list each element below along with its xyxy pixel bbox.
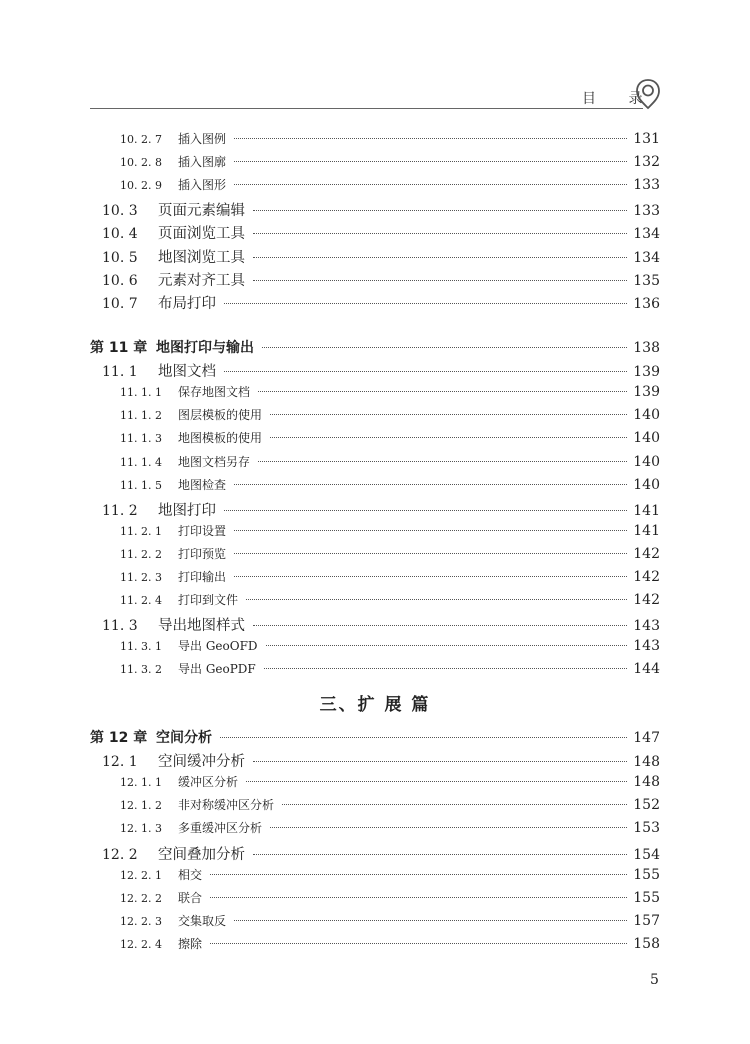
dot-leader [224, 303, 627, 304]
toc-entry-number: 11. 3 [102, 618, 138, 635]
toc-entry-page: 140 [633, 476, 660, 493]
toc-entry [90, 819, 660, 841]
toc-entry [90, 476, 660, 498]
toc-entry-number: 11. 2. 3 [120, 571, 162, 584]
toc-entry-title: 地图检查 [178, 477, 227, 492]
toc-entry-page: 155 [633, 866, 660, 883]
toc-entry-number: 11. 2 [102, 502, 138, 519]
toc-entry-page: 134 [633, 226, 660, 243]
toc-entry-number: 11. 1. 4 [120, 455, 162, 469]
map-pin-icon [634, 78, 662, 110]
toc-entry-number: 第 11 章 [90, 340, 148, 356]
toc-entry-title: 导出 GeoOFD [178, 639, 258, 654]
toc-entry-title: 保存地图文档 [178, 385, 251, 400]
dot-leader [270, 827, 627, 828]
toc-entry-title: 联合 [178, 890, 203, 905]
toc-entry-title: 插入图例 [178, 132, 227, 146]
toc-entry [90, 750, 660, 772]
toc-entry-page: 158 [633, 935, 660, 952]
toc-entry-title: 相交 [178, 867, 203, 882]
dot-leader [270, 414, 627, 415]
toc-entry-title: 图层模板的使用 [178, 408, 263, 423]
toc-entry-number: 12. 1. 2 [120, 799, 162, 813]
toc-entry [90, 429, 660, 451]
toc-entry-title: 插入图廓 [178, 155, 227, 170]
toc-entry [90, 568, 660, 590]
toc-entry-number: 11. 1. 5 [120, 478, 162, 492]
dot-leader [234, 184, 627, 185]
toc-entry [90, 246, 660, 268]
toc-entry-page: 140 [633, 430, 660, 447]
toc-entry-page: 153 [633, 820, 660, 837]
dot-leader [270, 437, 627, 438]
dot-leader [234, 138, 627, 139]
toc-entry [90, 889, 660, 911]
dot-leader [253, 761, 627, 762]
toc-entry [90, 591, 660, 613]
toc-entry-title: 空间叠加分析 [158, 846, 245, 863]
dot-leader [210, 874, 627, 875]
toc-entry [90, 912, 660, 934]
toc-entry-title: 地图文档另存 [178, 454, 251, 469]
toc-entry [90, 222, 660, 244]
toc-entry-number: 11. 1. 2 [120, 409, 162, 423]
dot-leader [234, 553, 627, 554]
dot-leader [264, 668, 628, 669]
toc-entry [90, 199, 660, 221]
toc-entry-page: 141 [633, 502, 660, 519]
toc-entry-title: 空间分析 [156, 730, 212, 746]
dot-leader [234, 161, 627, 162]
toc-entry-page: 140 [633, 407, 660, 424]
toc-entry [90, 383, 660, 405]
toc-entry [90, 130, 660, 152]
toc-entry [90, 499, 660, 521]
toc-entry-page: 154 [633, 846, 660, 863]
toc-entry [90, 773, 660, 795]
toc-entry-number: 10. 3 [102, 203, 138, 220]
dot-leader [246, 599, 627, 600]
toc-entry [90, 614, 660, 636]
dot-leader [234, 920, 627, 921]
part-heading: 三、扩 展 篇 [319, 695, 431, 715]
toc-entry-number: 12. 2. 2 [120, 891, 162, 905]
toc-entry [90, 660, 660, 682]
toc-entry-page: 142 [633, 545, 660, 562]
toc-entry-page: 157 [633, 912, 660, 929]
toc-entry-title: 擦除 [178, 936, 203, 951]
dot-leader [234, 576, 627, 577]
toc-entry-title: 打印设置 [178, 523, 227, 538]
dot-leader [253, 257, 627, 258]
toc-entry-number: 第 12 章 [90, 730, 148, 746]
toc-entry-page: 132 [633, 154, 660, 171]
dot-leader [234, 530, 627, 531]
toc-entry-number: 10. 2. 8 [120, 156, 162, 170]
toc-entry-title: 打印到文件 [178, 593, 239, 608]
toc-entry-title: 页面浏览工具 [158, 226, 245, 243]
toc-entry [90, 406, 660, 428]
toc-entry-page: 142 [633, 569, 660, 585]
toc-entry-page: 133 [633, 177, 660, 194]
toc-entry-title: 插入图形 [178, 178, 227, 193]
toc-entry-page: 140 [633, 453, 660, 470]
page-number: 5 [650, 972, 659, 988]
toc-entry-page: 141 [633, 522, 660, 539]
dot-leader [282, 804, 627, 805]
toc-entry-number: 11. 2. 2 [120, 547, 162, 561]
toc-entry-page: 148 [633, 774, 660, 791]
toc-entry-page: 139 [633, 384, 660, 401]
toc-entry-number: 11. 1. 1 [120, 386, 162, 400]
toc-entry-number: 12. 2. 1 [120, 868, 162, 882]
dot-leader [258, 391, 627, 392]
dot-leader [253, 625, 627, 626]
toc-entry-number: 12. 2. 3 [120, 914, 162, 928]
toc-entry-page: 136 [633, 295, 660, 312]
dot-leader [253, 280, 627, 281]
toc-entry [90, 545, 660, 567]
toc-entry-title: 导出地图样式 [158, 618, 245, 635]
toc-entry [90, 360, 660, 382]
toc-entry-title: 多重缓冲区分析 [178, 821, 263, 836]
dot-leader [210, 943, 627, 944]
toc-entry-title: 打印预览 [178, 546, 227, 561]
toc-entry [90, 522, 660, 544]
dot-leader [210, 897, 627, 898]
toc-entry-page: 143 [633, 638, 660, 655]
toc-entry [90, 269, 660, 291]
toc-entry [90, 153, 660, 175]
toc-entry-title: 空间缓冲分析 [158, 754, 245, 771]
toc-entry [90, 292, 660, 314]
toc-entry-page: 155 [633, 889, 660, 906]
toc-entry-title: 地图浏览工具 [158, 249, 245, 266]
toc-entry [90, 637, 660, 659]
toc-entry-number: 12. 2. 4 [120, 937, 162, 951]
toc-entry-page: 144 [633, 661, 660, 678]
toc-entry-number: 11. 2. 1 [120, 524, 162, 538]
toc-entry-title: 导出 GeoPDF [178, 662, 256, 677]
toc-entry-number: 10. 4 [102, 226, 138, 243]
toc-entry-page: 134 [633, 249, 660, 266]
toc-entry-page: 138 [633, 340, 660, 356]
toc-entry [90, 843, 660, 865]
toc-entry-number: 11. 1 [102, 364, 138, 381]
dot-leader [220, 737, 627, 738]
toc-entry-number: 12. 1. 1 [120, 776, 162, 790]
toc-entry-page: 142 [633, 592, 660, 609]
toc-entry-title: 缓冲区分析 [178, 775, 239, 790]
toc-entry-title: 地图打印 [158, 502, 216, 519]
toc-entry-page: 143 [633, 618, 660, 635]
toc-entry-number: 10. 5 [102, 249, 138, 266]
toc-entry-title: 地图文档 [158, 364, 216, 381]
toc-entry-page: 147 [633, 730, 660, 746]
toc-entry-title: 非对称缓冲区分析 [178, 798, 275, 813]
toc-entry-number: 12. 1 [102, 754, 138, 771]
toc-entry-number: 12. 1. 3 [120, 822, 162, 836]
toc-entry-number: 10. 2. 7 [120, 133, 162, 146]
toc-entry-page: 131 [633, 131, 660, 147]
dot-leader [262, 347, 627, 348]
toc-entry [90, 866, 660, 888]
toc-entry-title: 打印输出 [178, 570, 227, 584]
toc-entry [90, 337, 660, 359]
toc-entry-number: 10. 7 [102, 295, 138, 312]
dot-leader [253, 854, 627, 855]
toc-entry-title: 元素对齐工具 [158, 272, 245, 289]
toc-entry-number: 11. 2. 4 [120, 594, 162, 608]
toc-entry-title: 交集取反 [178, 913, 227, 928]
toc-entry-page: 152 [633, 797, 660, 814]
toc-entry [90, 453, 660, 475]
header-rule [90, 108, 643, 109]
toc-entry-title: 页面元素编辑 [158, 203, 245, 220]
dot-leader [224, 510, 627, 511]
toc-entry-number: 10. 2. 9 [120, 179, 162, 193]
toc-entry-number: 10. 6 [102, 272, 138, 289]
toc-entry [90, 176, 660, 198]
running-header-title: 目 录 [582, 91, 657, 107]
dot-leader [234, 484, 627, 485]
dot-leader [253, 210, 627, 211]
toc-entry-number: 11. 3. 1 [120, 640, 162, 654]
toc-entry [90, 727, 660, 749]
toc-entry-number: 11. 3. 2 [120, 663, 162, 677]
dot-leader [224, 371, 627, 372]
dot-leader [266, 645, 628, 646]
toc-entry-title: 地图打印与输出 [156, 340, 254, 356]
dot-leader [253, 233, 627, 234]
toc-entry-page: 135 [633, 272, 660, 289]
toc-entry-page: 133 [633, 203, 660, 220]
dot-leader [246, 781, 627, 782]
toc-entry [90, 935, 660, 957]
toc-entry-number: 11. 1. 3 [120, 432, 162, 446]
toc-entry-title: 地图模板的使用 [178, 431, 263, 446]
toc-entry [90, 796, 660, 818]
toc-entry-number: 12. 2 [102, 846, 138, 863]
dot-leader [258, 461, 627, 462]
toc-entry-page: 148 [633, 754, 660, 771]
toc-entry-page: 139 [633, 364, 660, 381]
toc-entry-title: 布局打印 [158, 295, 216, 312]
